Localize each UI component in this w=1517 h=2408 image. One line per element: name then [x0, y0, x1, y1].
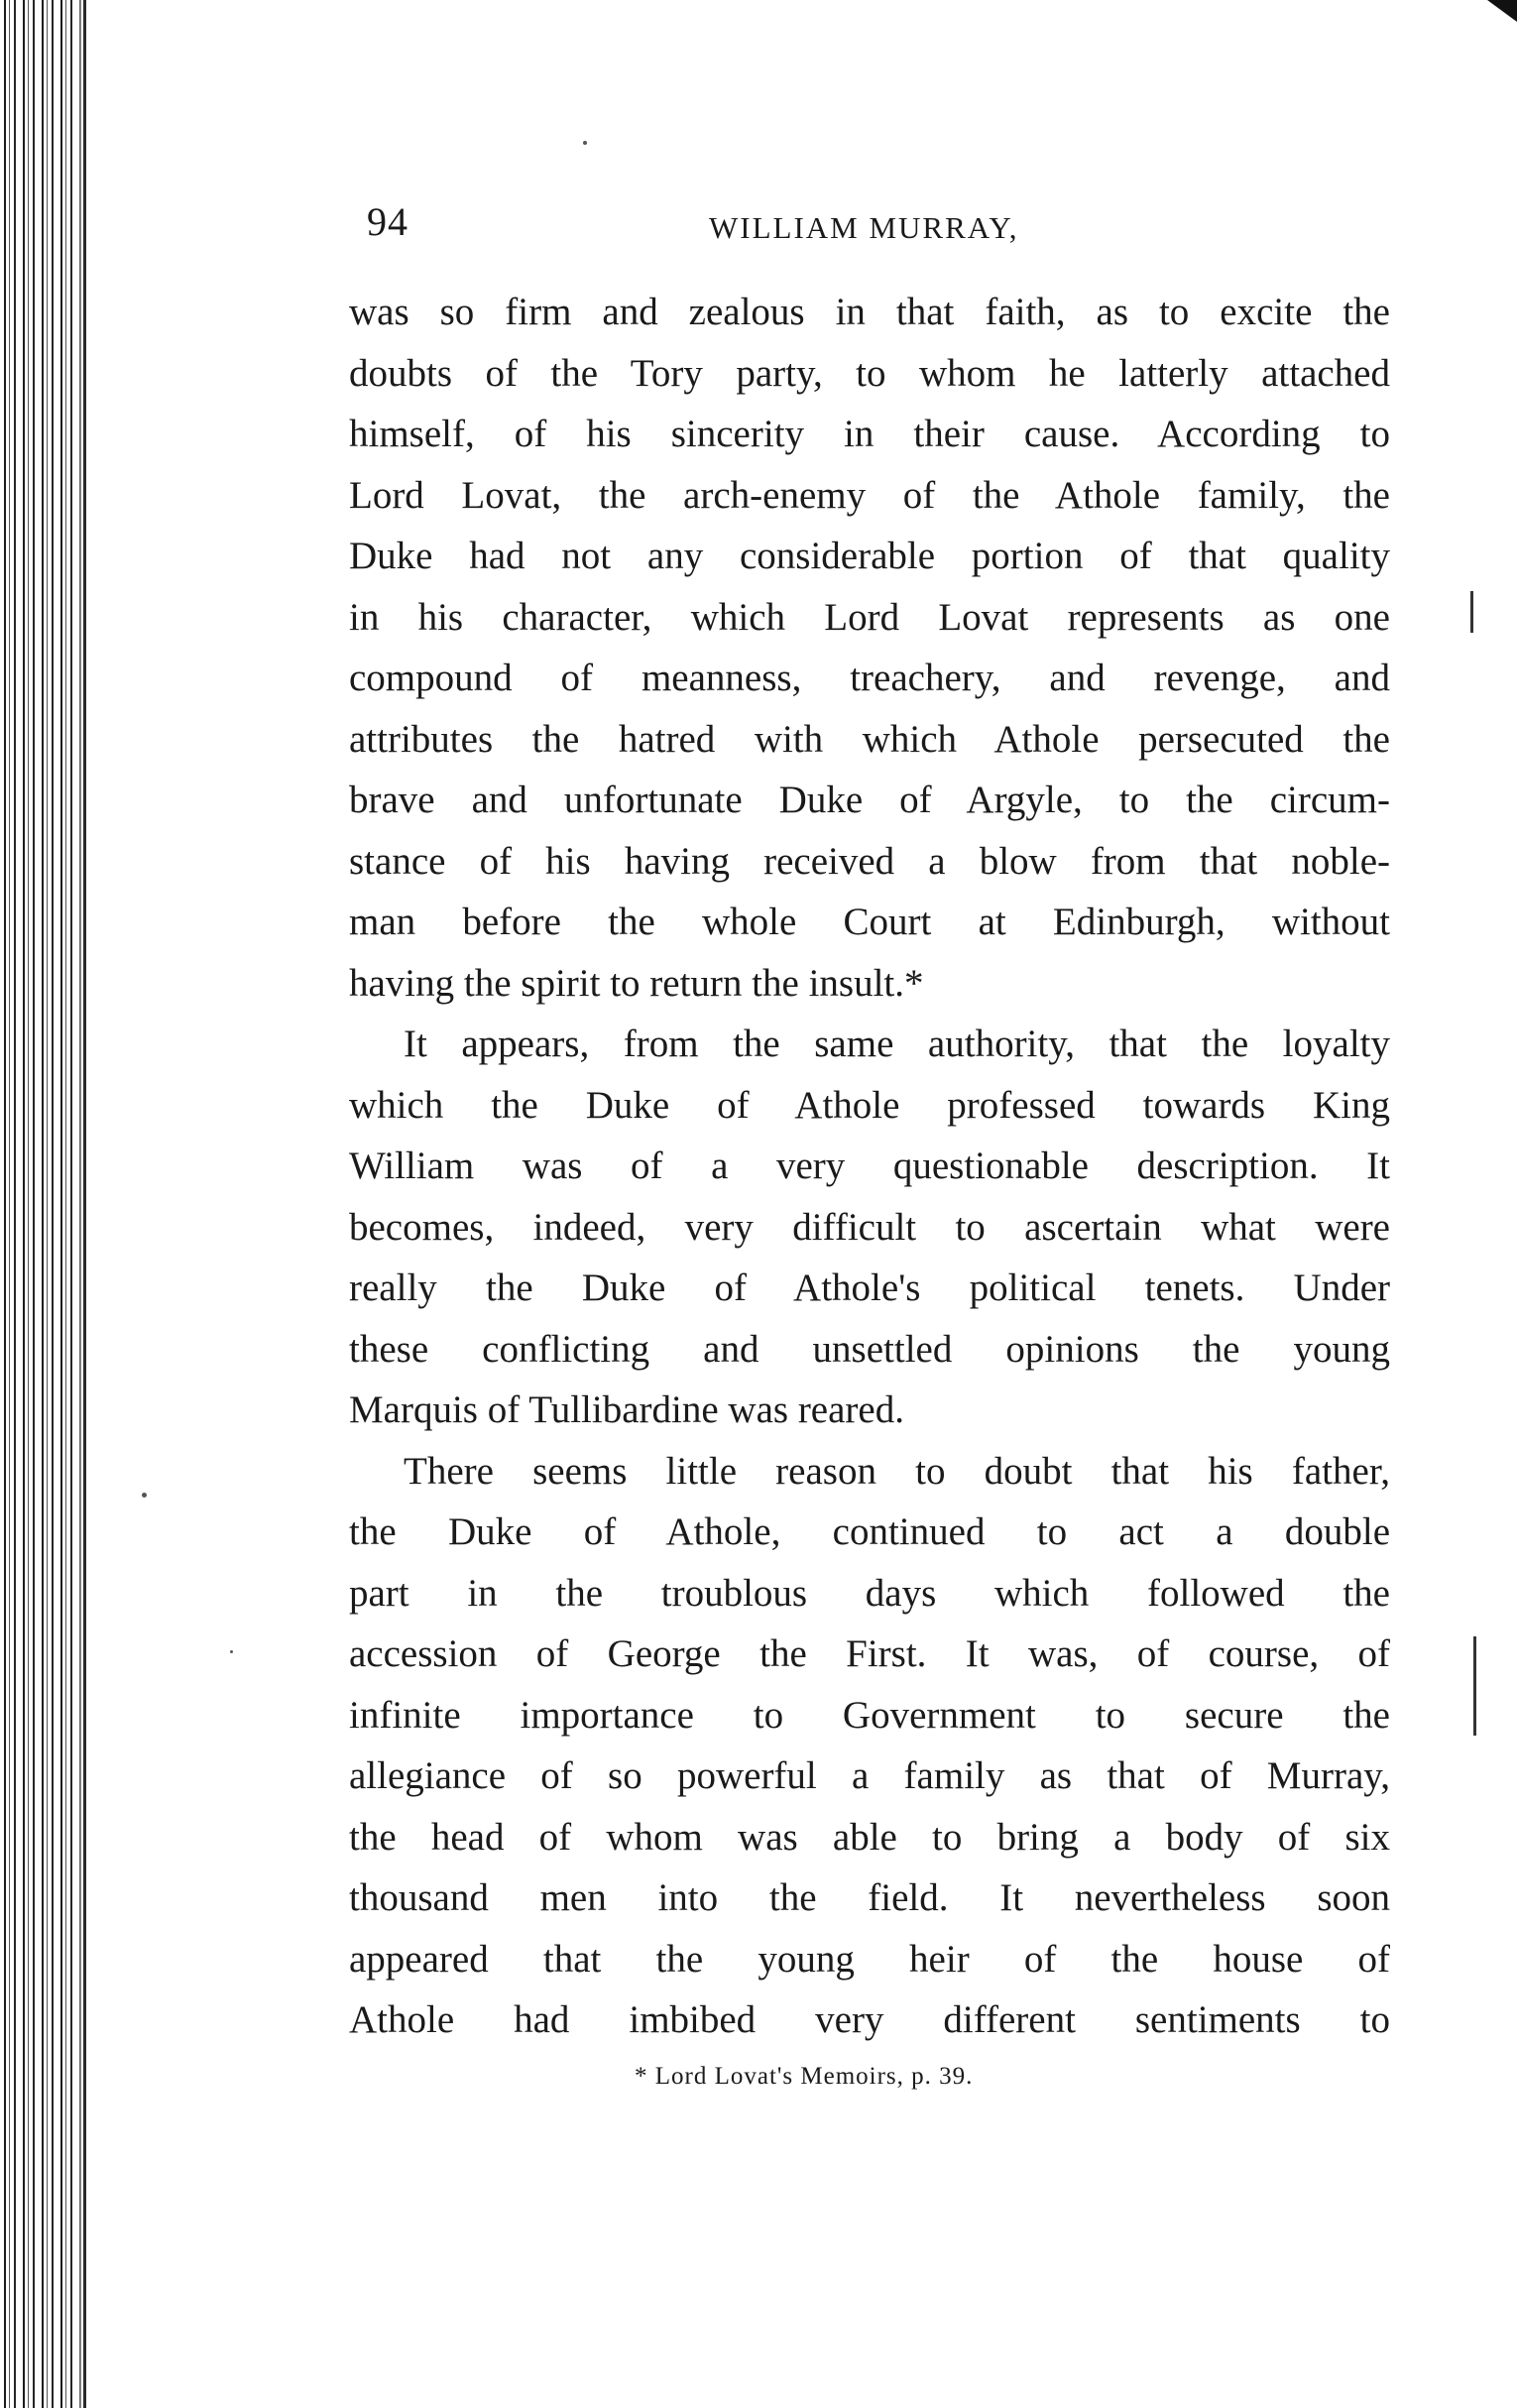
text-line: Athole had imbibed very different sentiments to	[349, 1998, 1390, 2041]
text-line: appeared that the young heir of the house of	[349, 1937, 1390, 1981]
text-line: Duke had not any considerable portion of that quality	[349, 535, 1390, 577]
text-line: accession of George the First. It was, of course, of	[349, 1632, 1390, 1675]
margin-mark	[1473, 1636, 1476, 1736]
text-line: William was of a very questionable description. It	[349, 1144, 1390, 1187]
page-number: 94	[367, 199, 408, 244]
scan-speck	[230, 1650, 233, 1653]
text-line: stance of his having received a blow from that noble-	[349, 839, 1390, 883]
body-text	[349, 282, 1390, 2051]
text-line: infinite importance to Government to secure the	[349, 1693, 1390, 1737]
text-line: was so firm and zealous in that faith, as to excite the	[349, 291, 1390, 333]
text-line: part in the troublous days which followed the	[349, 1571, 1390, 1615]
text-line: Marquis of Tullibardine was reared.	[349, 1388, 904, 1431]
text-line: allegiance of so powerful a family as that of Murray,	[349, 1754, 1390, 1797]
text-line: having the spirit to return the insult.*	[349, 961, 924, 1005]
paragraph	[349, 1441, 1390, 2051]
text-line: in his character, which Lord Lovat represents as one	[349, 595, 1390, 639]
text-line: It appears, from the same authority, that the loyalty	[404, 1023, 1390, 1065]
scan-speck	[142, 1493, 147, 1498]
text-line: the Duke of Athole, continued to act a double	[349, 1510, 1390, 1553]
paragraph	[349, 1014, 1390, 1441]
text-line: man before the whole Court at Edinburgh, without	[349, 901, 1390, 943]
text-line: compound of meanness, treachery, and revenge, and	[349, 657, 1390, 699]
running-title: WILLIAM MURRAY,	[709, 210, 1019, 245]
binding-edge	[83, 0, 86, 2408]
text-line: becomes, indeed, very difficult to ascertain what were	[349, 1205, 1390, 1249]
running-head	[367, 198, 1408, 258]
text-line: these conflicting and unsettled opinions the young	[349, 1327, 1390, 1371]
text-line: attributes the hatred with which Athole persecuted the	[349, 717, 1390, 761]
text-line: There seems little reason to doubt that his father,	[404, 1449, 1390, 1493]
footnote: * Lord Lovat's Memoirs, p. 39.	[635, 2063, 974, 2090]
text-line: Lord Lovat, the arch-enemy of the Athole family, the	[349, 473, 1390, 517]
scan-speck	[583, 141, 587, 145]
text-line: doubts of the Tory party, to whom he latterly attached	[349, 351, 1390, 395]
text-line: really the Duke of Athole's political tenets. Under	[349, 1266, 1390, 1309]
binding-gutter	[0, 0, 84, 2408]
corner-mark	[1487, 0, 1517, 22]
text-line: himself, of his sincerity in their cause. According to	[349, 413, 1390, 455]
text-line: thousand men into the field. It nevertheless soon	[349, 1876, 1390, 1919]
text-line: brave and unfortunate Duke of Argyle, to the circum-	[349, 779, 1390, 821]
text-line: which the Duke of Athole professed towards King	[349, 1083, 1390, 1127]
text-line: the head of whom was able to bring a body of six	[349, 1815, 1390, 1859]
paragraph	[349, 282, 1390, 1014]
margin-mark	[1470, 591, 1473, 633]
